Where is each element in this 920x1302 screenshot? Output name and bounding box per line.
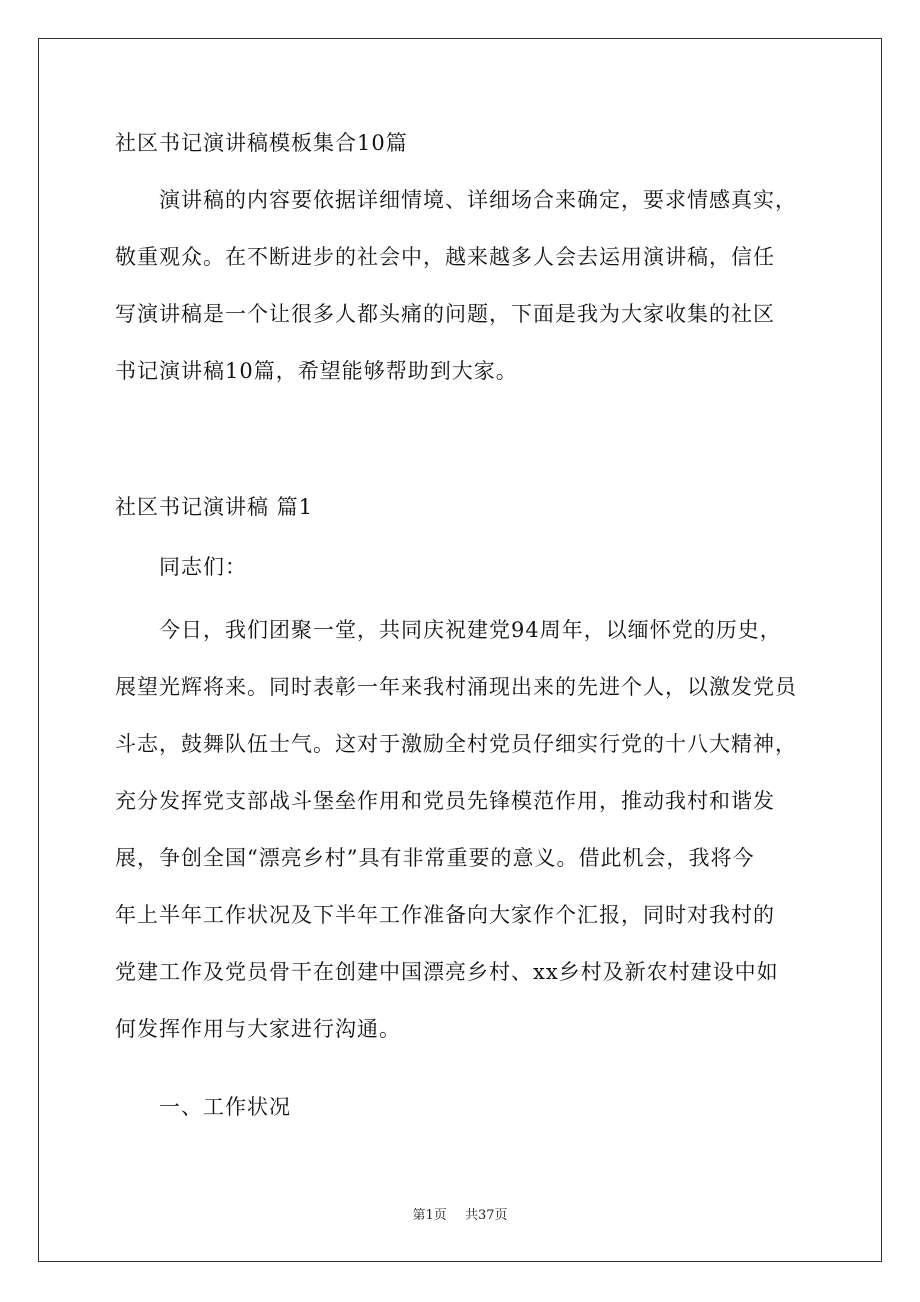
intro-line: 写演讲稿是一个让很多人都头痛的问题，下面是我为大家收集的社区	[115, 302, 775, 326]
speech-paragraph	[115, 615, 797, 1071]
greeting: 同志们：	[159, 555, 247, 579]
speech-line: 斗志，鼓舞队伍士气。这对于激励全村党员仔细实行党的十八大精神，	[115, 732, 797, 756]
intro-line: 敬重观众。在不断进步的社会中，越来越多人会去运用演讲稿，信任	[115, 245, 775, 269]
speech-line: 今日，我们团聚一堂，共同庆祝建党94周年，以缅怀党的历史，	[159, 618, 782, 642]
subheading: 一、工作状况	[159, 1095, 291, 1119]
speech-line: 充分发挥党支部战斗堡垒作用和党员先锋模范作用，推动我村和谐发	[115, 789, 775, 813]
page-number-current: 第1页	[412, 1208, 447, 1223]
intro-line: 演讲稿的内容要依据详细情境、详细场合来确定，要求情感真实，	[159, 188, 797, 212]
page-number-total: 共37页	[464, 1208, 508, 1223]
speech-line: 展望光辉将来。同时表彰一年来我村涌现出来的先进个人，以激发党员	[115, 675, 797, 699]
intro-paragraph	[115, 185, 797, 413]
speech-line: 党建工作及党员骨干在创建中国漂亮乡村、xx乡村及新农村建设中如	[115, 960, 779, 984]
page-footer	[0, 1208, 920, 1224]
intro-line: 书记演讲稿10篇，希望能够帮助到大家。	[115, 359, 518, 383]
speech-line: 年上半年工作状况及下半年工作准备向大家作个汇报，同时对我村的	[115, 903, 775, 927]
speech-line: 展，争创全国“漂亮乡村”具有非常重要的意义。借此机会，我将今	[115, 846, 755, 870]
document-title: 社区书记演讲稿模板集合10篇	[115, 131, 408, 155]
speech-line: 何发挥作用与大家进行沟通。	[115, 1017, 401, 1041]
section-title: 社区书记演讲稿 篇1	[115, 495, 314, 519]
